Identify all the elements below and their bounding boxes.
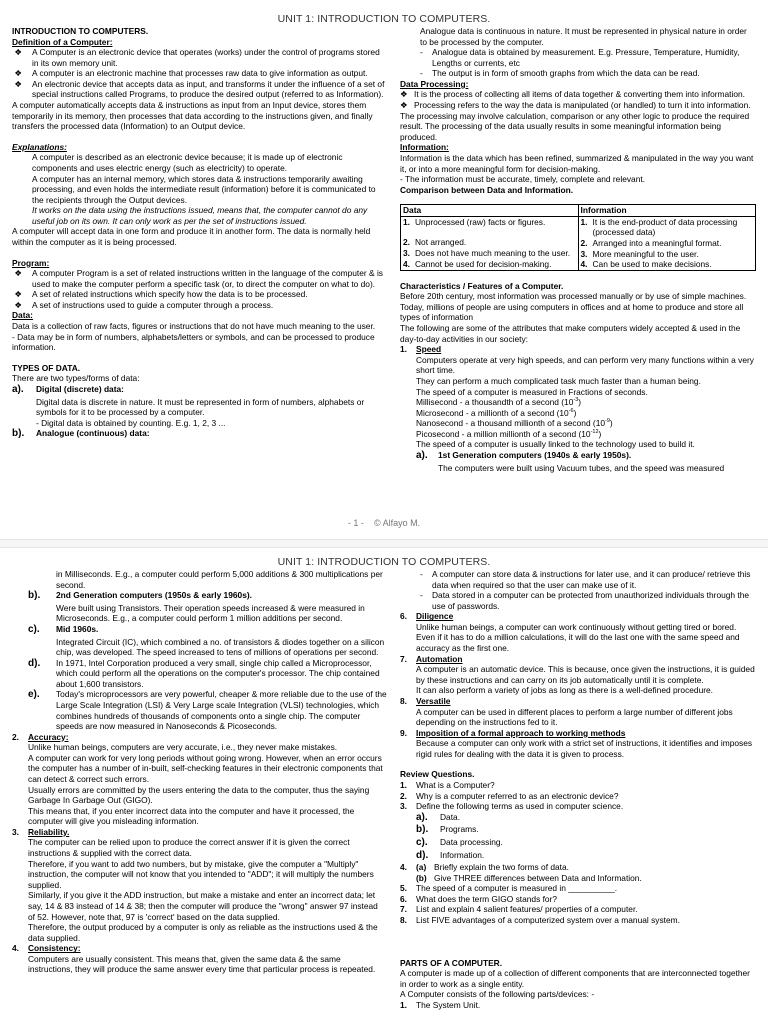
- speed-line: They can perform a much complicated task much faster than a human being.: [416, 375, 701, 386]
- generation-desc: The computers were built using Vacuum tubes, and the speed was measured: [438, 462, 725, 473]
- information-def: Information is the data which has been refined, summarized & manipulated in the way you want it, or into a more meaningful form for decision-making.: [400, 152, 754, 174]
- data-processing-tail: The processing may involve calculation, comparison or any other logic to produce the required result. The processing of the data usually results in some meaningful information being produced.: [400, 110, 750, 142]
- data-heading: Data:: [12, 310, 33, 321]
- definition-item: ❖ An electronic device that accepts data as input, and transforms it under the influence of a set of special instructions called Programs, to produce the desired output (referred to as Information).: [12, 78, 385, 100]
- time-unit: Millisecond - a thousandth of a second $(10^{-3})$: [416, 397, 582, 408]
- definition-summary: A computer automatically accepts data & instructions as input from an Input device, stores them temporarily in its memory, then processes that data according to the instructions given, and finally transfers the processed data (Information) to an Output device.: [12, 100, 373, 132]
- explanation-paragraph: A computer has an internal memory, which stores data & instructions temporarily awaiting processing, and even holds the intermediate result (information) before it is communicated to the recipients through the Output devices.: [32, 173, 376, 205]
- reliability-line: Therefore, if you want to add two numbers, but by mistake, give the computer a "Multiply" instruction, the computer will not know that you intended to "ADD"; it will multiply the numbers supplied.: [28, 858, 374, 890]
- review-question: 3. Define the following terms as used in computer science.: [400, 801, 624, 812]
- information-heading: Information:: [400, 142, 449, 153]
- characteristics-intro-2: The following are some of the attributes that make computers widely accepted & used in the day-to-day activities in our society:: [400, 323, 741, 344]
- data-processing-item: ❖ Processing refers to the way the data is manipulated (or handled) to turn it into information.: [400, 100, 751, 111]
- page-separator: [0, 539, 768, 548]
- diamond-bullet-icon: ❖: [400, 89, 408, 100]
- generation-heading: a). 1st Generation computers (1940s & early 1950s).: [416, 449, 632, 461]
- parts-heading: PARTS OF A COMPUTER.: [400, 957, 503, 968]
- section-title: INTRODUCTION TO COMPUTERS.: [12, 26, 149, 36]
- diamond-bullet-icon: ❖: [12, 289, 22, 300]
- feature-text: A computer is an automatic device. This is because, once given the instructions, it is guided by these instructions and can carry on its job automatically until it is complete.: [416, 664, 755, 685]
- review-question: 2. Why is a computer referred to as an electronic device?: [400, 790, 619, 801]
- characteristics-intro: Before 20th century, most information was processed manually or by use of simple machines. Today, millions of people are using computers in offices and at home to produce and store all types of information: [400, 291, 747, 323]
- data-cell: 1. Unprocessed (raw) facts or figures. 2. Not arranged. 3. Does not have much meaning to the user. 4. Cannot be used for decision-making.: [401, 216, 579, 270]
- diamond-bullet-icon: ❖: [12, 47, 22, 58]
- program-heading: Program:: [12, 257, 50, 268]
- information-note: - The information must be accurate, timely, complete and relevant.: [400, 174, 646, 185]
- review-questions-heading: Review Questions.: [400, 769, 475, 780]
- feature-heading: 8. Versatile: [400, 695, 451, 706]
- review-question: 6. What does the term GIGO stands for?: [400, 893, 558, 904]
- speed-tail: The speed of a computer is usually linked to the technology used to build it.: [416, 439, 695, 450]
- diamond-bullet-icon: ❖: [12, 68, 22, 79]
- definition-heading: Definition of a Computer:: [12, 36, 113, 47]
- diamond-bullet-icon: ❖: [400, 100, 408, 111]
- data-processing-item: ❖ It is the process of collecting all items of data together & converting them into information.: [400, 89, 745, 100]
- data-definition: Data is a collection of raw facts, figures or instructions that do not have much meaning to the user.: [12, 321, 376, 332]
- explanation-paragraph: It works on the data using the instructions issued, means that, the computer cannot do any useful job on its own. It can only work as per the set of instructions issued.: [32, 205, 368, 226]
- accuracy-heading: 2. Accuracy:: [12, 731, 69, 742]
- type-b-heading: b). Analogue (continuous) data:: [12, 428, 150, 440]
- speed-line: The speed of a computer is measured in Fractions of seconds.: [416, 386, 648, 397]
- definition-item: ❖ A Computer is an electronic device that operates (works) under the control of programs stored in its own memory unit.: [12, 47, 380, 68]
- table-header: Data: [401, 205, 579, 217]
- generation-heading: b). 2nd Generation computers (1950s & early 1960s).: [28, 590, 252, 602]
- feature-heading: 6. Diligence: [400, 611, 454, 622]
- generation-desc: in Milliseconds. E.g., a computer could perform 5,000 additions & 300 multiplications per second.: [56, 569, 383, 590]
- accuracy-line: Unlike human beings, computers are very accurate, i.e., they never make mistakes.: [28, 742, 338, 753]
- diamond-bullet-icon: ❖: [12, 268, 22, 279]
- review-question: 7. List and explain 4 salient features/ properties of a computer.: [400, 904, 638, 915]
- feature-text: Because a computer can only work with a strict set of instructions, it identifies and imposes rigid rules for dealing with the data it is given to process.: [416, 738, 753, 759]
- page-footer: [0, 518, 768, 529]
- review-question: 8. List FIVE advantages of a computerized system over a manual system.: [400, 914, 680, 925]
- page1-right-column: [400, 26, 756, 473]
- page1-left-column: [12, 26, 387, 441]
- program-item: ❖ A set of instructions used to guide a computer through a process.: [12, 299, 274, 310]
- review-subquestion: a). Data.: [416, 811, 461, 823]
- analogue-note: - Analogue data is obtained by measurement. E.g. Pressure, Temperature, Humidity, Lengths or currents, etc: [420, 47, 740, 68]
- characteristics-heading: Characteristics / Features of a Computer.: [400, 280, 564, 291]
- reliability-line: Therefore, the output produced by a computer is only as reliable as the instructions used & the data supplied.: [28, 922, 378, 943]
- page-2: [0, 548, 768, 1024]
- parts-intro: A computer is made up of a collection of different components that are interconnected together in order to work as a single entity.: [400, 968, 750, 989]
- generation-item: d). In 1971, Intel Corporation produced a very small, single chip called a Microprocessor, which could perform all the operations on the computer's processor. The chip contained about 1,600 transistors.: [28, 657, 380, 689]
- generation-item: e). Today's microprocessors are very powerful, cheaper & more reliable due to the use of the Large Scale Integration (LSI) & Very Large scale Integration (VLSI) technologies, which combines hundreds of thousands of components onto a single chip. The computer speeds are now measured in Nanoseconds & Picoseconds.: [28, 689, 387, 732]
- types-intro: There are two types/forms of data:: [12, 373, 140, 384]
- page-header: UNIT 1: INTRODUCTION TO COMPUTERS.: [277, 556, 491, 568]
- storage-note: - Data stored in a computer can be protected from unauthorized individuals through the use of passwords.: [420, 590, 750, 611]
- time-unit: Microsecond - a millionth of a second $(10^{-6})$: [416, 407, 577, 418]
- type-a-heading: a). Digital (discrete) data:: [12, 383, 124, 395]
- data-note: - Data may be in form of numbers, alphabets/letters or symbols, and can be processed to produce information.: [12, 331, 375, 353]
- feature-text: It can also perform a variety of jobs as long as there is a well-defined procedure.: [416, 685, 714, 696]
- consistency-line: Computers are usually consistent. This means that, given the same data & the same instructions, they will produce the same answer every time that particular process is repeated.: [28, 953, 376, 975]
- feature-text: A computer can be used in different places to perform a large number of different jobs depending on the instructions fed to it.: [416, 706, 733, 728]
- review-subquestion: c). Data processing.: [416, 836, 503, 848]
- copyright: © Alfayo M.: [373, 518, 421, 528]
- generation-desc: Were built using Transistors. Their operation speeds increased & were measured in Microseconds. E.g., a computer could perform 1 million additions per second.: [56, 602, 365, 624]
- page-number: - 1 -: [347, 518, 364, 528]
- generation-desc: Integrated Circuit (IC), which combined a no. of transistors & diodes together on a silicon chip, was developed. The speed increased to tens of millions of operations per second.: [56, 636, 385, 658]
- table-row: [401, 216, 756, 270]
- type-a-desc: Digital data is discrete in nature. It must be represented in form of numbers, alphabets or symbols for it to be processed by a computer.: [36, 396, 365, 418]
- analogue-desc: Analogue data is continuous in nature. It must be represented in physical nature in order to be processed by the computer.: [420, 26, 747, 47]
- generation-heading: c). Mid 1960s.: [28, 623, 99, 635]
- review-subquestion: (b) Give THREE differences between Data and Information.: [416, 872, 642, 883]
- definition-item: ❖ A computer is an electronic machine that processes raw data to give information as output.: [12, 68, 368, 79]
- type-a-note: - Digital data is obtained by counting. E.g. 1, 2, 3 ...: [36, 417, 226, 428]
- reliability-heading: 3. Reliability.: [12, 826, 70, 837]
- time-unit: Nanosecond - a thousand millionth of a second $(10^{-9})$: [416, 418, 613, 429]
- page2-right-column: [400, 569, 756, 1010]
- consistency-heading: 4. Consistency:: [12, 943, 81, 954]
- table-header-row: [401, 205, 756, 217]
- review-question: 1. What is a Computer?: [400, 779, 495, 790]
- comparison-heading: Comparison between Data and Information.: [400, 184, 574, 195]
- review-question: 4. (a) Briefly explain the two forms of data.: [400, 862, 569, 873]
- page2-left-column: [12, 569, 387, 975]
- diamond-bullet-icon: ❖: [12, 78, 22, 89]
- diamond-bullet-icon: ❖: [12, 299, 22, 310]
- time-unit: Picosecond - a million millionth of a second $(10^{-12})$: [416, 428, 602, 439]
- reliability-line: The computer can be relied upon to produce the correct answer if it is given the correct instructions & supplied with the correct data.: [28, 837, 350, 859]
- reliability-line: Similarly, if you give it the ADD instruction, but make a mistake and enter an incorrect data; let say, 14 & 83 instead of 14 & 38; then the computer will produce the "wrong" answer 97 instead of 52. However, note that, 97 is 'correct' based on the data supplied.: [28, 890, 378, 922]
- feature-heading: 7. Automation: [400, 653, 463, 664]
- explanations-heading: Explanations:: [12, 141, 67, 152]
- review-question: 5. The speed of a computer is measured in __________.: [400, 883, 618, 894]
- page-header: UNIT 1: INTRODUCTION TO COMPUTERS.: [277, 13, 491, 25]
- parts-item: 1. The System Unit.: [400, 999, 481, 1010]
- parts-intro-2: A Computer consists of the following parts/devices: -: [400, 989, 595, 1000]
- accuracy-line: This means that, if you enter incorrect data into the computer and have it processed, the computer will give you misleading information.: [28, 805, 355, 827]
- accuracy-line: A computer can work for very long periods without going wrong. However, when an error occurs the computer has a number of in-built, self-checking features in their electronic components that can detect & correct such errors.: [28, 752, 383, 785]
- program-item: ❖ A set of related instructions which specify how the data is to be processed.: [12, 289, 308, 300]
- speed-line: Computers operate at very high speeds, and can perform very many functions within a very short time.: [416, 354, 754, 376]
- speed-heading: 1. Speed: [400, 344, 442, 355]
- analogue-note: - The output is in form of smooth graphs from which the data can be read.: [420, 68, 700, 79]
- comparison-table: [400, 204, 756, 270]
- accuracy-line: Usually errors are committed by the users entering the data to the computer, thus the saying Garbage In Garbage Out (GIGO).: [28, 784, 370, 806]
- program-item: ❖ A computer Program is a set of related instructions written in the language of the computer & is used to make the computer perform a specific task (or, to direct the computer on what to do).: [12, 268, 383, 289]
- feature-text: Unlike human beings, a computer can work continuously without getting tired or bored. Even if it has to do a million calculations, it will do the last one with the same speed and accuracy as the first one.: [416, 621, 740, 654]
- storage-note: - A computer can store data & instructions for later use, and it can produce/ retrieve this data when required so that the user can make use of it.: [420, 569, 751, 590]
- explanation-tail: A computer will accept data in one form and produce it in another form. The data is normally held within the computer as it is being processed.: [12, 226, 371, 247]
- info-cell: 1. It is the end-product of data processing (processed data) 2. Arranged into a meaningful format. 3. More meaningful to the user. 4. Can be used to make decisions.: [578, 216, 756, 270]
- table-header: Information: [578, 205, 756, 217]
- review-subquestion: d). Information.: [416, 849, 485, 861]
- feature-heading: 9. Imposition of a formal approach to working methods: [400, 727, 626, 738]
- data-processing-heading: Data Processing:: [400, 78, 469, 89]
- review-subquestion: b). Programs.: [416, 824, 479, 836]
- types-heading: TYPES OF DATA.: [12, 362, 81, 373]
- explanation-paragraph: A computer is described as an electronic device because; it is made up of electronic components and uses electric energy (such as electricity) to operate.: [32, 152, 343, 173]
